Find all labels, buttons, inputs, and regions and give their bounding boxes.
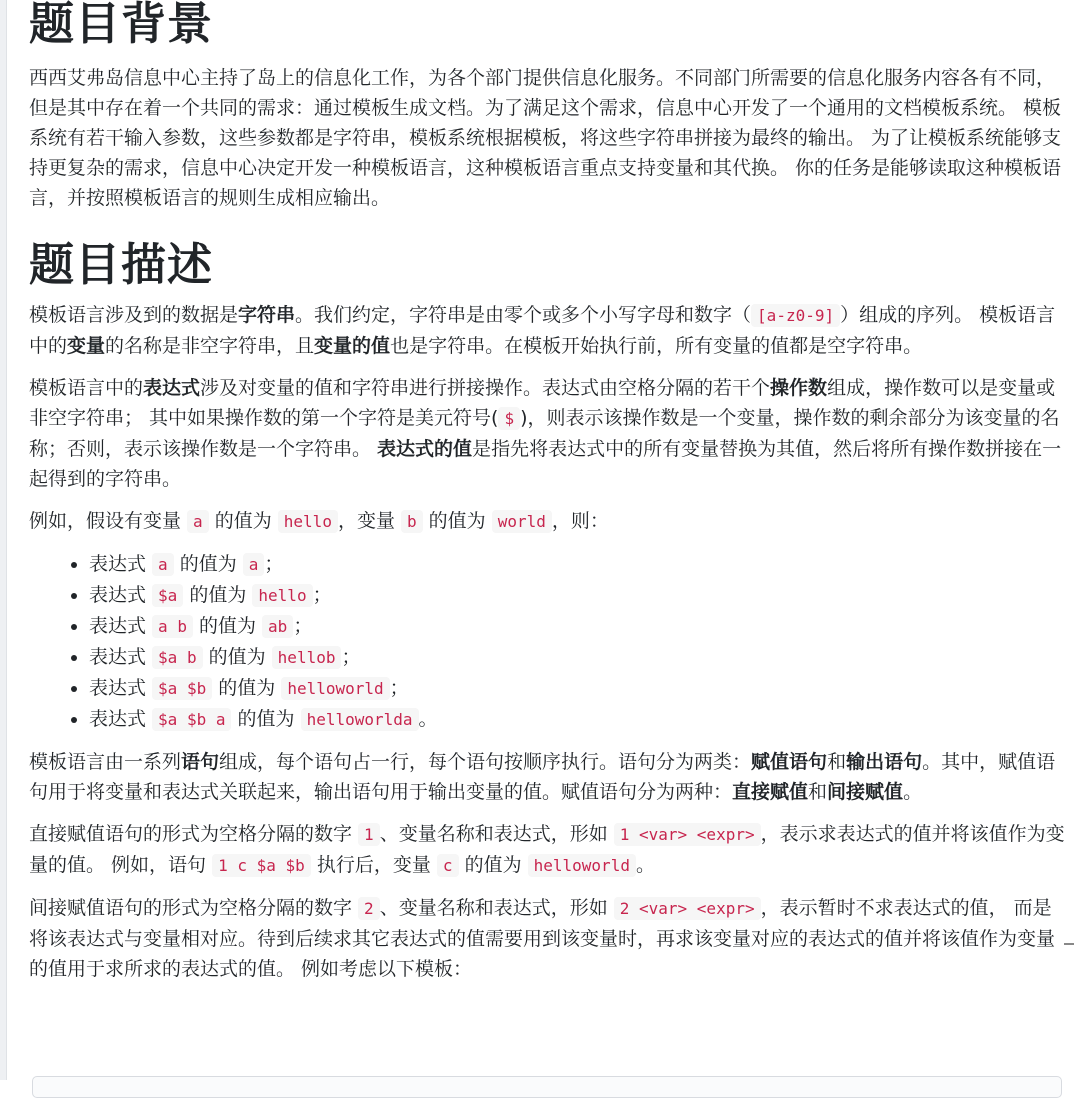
example-list [29,549,1065,735]
statement-paragraph: 模板语言由一系列语句组成，每个语句占一行，每个语句按顺序执行。语句分为两类：赋值语句和输出语句。其中，赋值语句用于将变量和表达式关联起来，输出语句用于输出变量的值。赋值语句分为两种：直接赋值和间接赋值。 [29,751,1056,803]
list-item: • 表达式 $a $b a 的值为 helloworlda 。 [89,704,1065,735]
list-item: • 表达式 $a b 的值为 hellob ； [89,642,1065,673]
dollar-code: $ [498,407,520,430]
scroll-indicator[interactable] [1064,943,1074,945]
list-item: • 表达式 a 的值为 a ； [89,549,1065,580]
example-intro-paragraph: 例如，假设有变量 a 的值为 hello ，变量 b 的值为 world ，则： [29,510,609,532]
list-item: • 表达式 $a 的值为 hello ； [89,580,1065,611]
indirect-assign-paragraph: 间接赋值语句的形式为空格分隔的数字 2 、变量名称和表达式，形如 2 <var> <expr> ，表示暂时不求表达式的值， 而是将该表达式与变量相对应。待到后续求其它表达式的值需要用到该变量时，再求该变量对应的表达式的值并将该值作为变量的值用于求所求的表达式的值。 例如考虑以下模板： [29,897,1056,980]
expression-paragraph: 模板语言中的表达式涉及对变量的值和字符串进行拼接操作。表达式由空格分隔的若干个操作数组成，操作数可以是变量或非空字符串； 其中如果操作数的第一个字符是美元符号( $ )，则表示该操作数是一个变量，操作数的剩余部分为该变量的名称；否则，表示该操作数是一个字符串。 表达式的值是指先将表达式中的所有变量替换为其值，然后将所有操作数拼接在一起得到的字符串。 [29,377,1062,490]
charset-code: [a-z0-9] [751,304,840,327]
data-definition-paragraph: 模板语言涉及到的数据是字符串。我们约定，字符串是由零个或多个小写字母和数字（ [a-z0-9] ）组成的序列。 模板语言中的变量的名称是非空字符串，且变量的值也是字符串。在模板开始执行前，所有变量的值都是空字符串。 [29,304,1056,357]
problem-content [29,0,1065,984]
code-block [32,1076,1062,1098]
list-item: • 表达式 a b 的值为 ab ； [89,611,1065,642]
background-paragraph: 西西艾弗岛信息中心主持了岛上的信息化工作，为各个部门提供信息化服务。不同部门所需要的信息化服务内容各有不同， 但是其中存在着一个共同的需求：通过模板生成文档。为了满足这个需求，信息中心开发了一个通用的文档模板系统。 模板系统有若干输入参数，这些参数都是字符串，模板系统根据模板，将这些字符串拼接为最终的输出。 为了让模板系统能够支持更复杂的需求，信息中心决定开发一种模板语言，这种模板语言重点支持变量和其代换。 你的任务是能够读取这种模板语言，并按照模板语言的规则生成相应输出。 [29,67,1062,209]
description-heading: 题目描述 [29,238,214,291]
list-item: • 表达式 $a $b 的值为 helloworld ； [89,673,1065,704]
direct-assign-paragraph: 直接赋值语句的形式为空格分隔的数字 1 、变量名称和表达式，形如 1 <var> <expr> ，表示求表达式的值并将该值作为变量的值。 例如，语句 1 c $a $b 执行后，变量 c 的值为 helloworld 。 [29,823,1065,876]
background-heading: 题目背景 [29,0,214,50]
left-border [0,0,7,1080]
